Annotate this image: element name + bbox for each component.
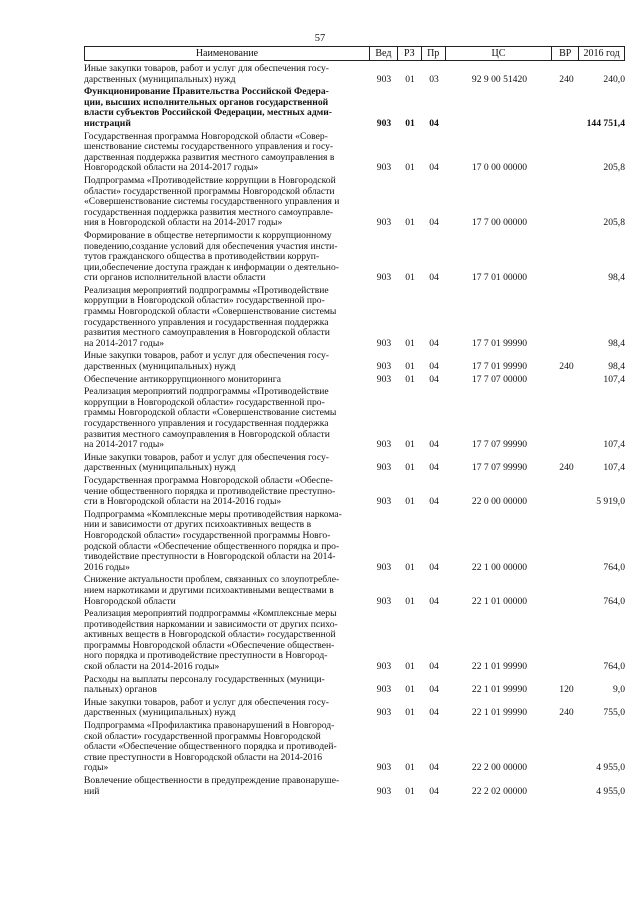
row-ved: 903 xyxy=(376,272,392,284)
row-pr: 04 xyxy=(429,337,439,349)
row-rz: 01 xyxy=(405,496,415,508)
row-name: Иные закупки товаров, работ и услуг для обеспечения госу- дарственных (муниципальных) нужд xyxy=(84,696,329,719)
header-cs: ЦС xyxy=(446,47,553,60)
row-rz: 01 xyxy=(405,462,415,474)
row-cs: 22 1 01 99990 xyxy=(471,707,528,719)
row-pr: 03 xyxy=(429,73,439,85)
row-rz: 01 xyxy=(405,373,415,385)
row-name: Функционирование Правительства Российской Федера- ции, высших исполнительных органов государственной власти субъектов Российской Федерации, местных адми- нистраций xyxy=(84,86,332,129)
row-pr: 04 xyxy=(429,684,439,696)
row-vr xyxy=(553,476,580,508)
row-pr: 04 xyxy=(429,496,439,508)
row-name: Реализация мероприятий подпрограммы «Комплексные меры противодействия наркомании и зависимости от других психо- активных веществ в Новгородской области» государственной программы Новгородской области «Обеспечение обществен- ного порядка и противодействие преступности в Новгород- ской области на 2014-2016 годы» xyxy=(84,608,338,673)
table-row xyxy=(84,87,625,129)
table-row xyxy=(84,286,625,350)
row-rz: 01 xyxy=(405,361,415,373)
row-sum: 98,4 xyxy=(608,337,625,349)
row-name: Государственная программа Новгородской области «Обеспе- чение общественного порядка и противодействие преступно- сти в Новгородской области на 2014-2016 годы» xyxy=(84,474,336,508)
row-vr xyxy=(553,231,580,284)
header-pr: Пр xyxy=(422,47,446,60)
row-vr xyxy=(553,721,580,774)
header-sum: 2016 год xyxy=(583,48,620,59)
row-pr: 04 xyxy=(429,162,439,174)
row-cs: 22 1 01 00000 xyxy=(471,595,528,607)
row-rz: 01 xyxy=(405,561,415,573)
row-pr: 04 xyxy=(429,785,439,797)
row-sum: 98,4 xyxy=(608,361,625,373)
row-cs: 22 1 01 99990 xyxy=(471,684,528,696)
row-pr: 04 xyxy=(429,217,439,229)
row-rz: 01 xyxy=(405,785,415,797)
row-vr xyxy=(553,87,580,129)
row-sum: 205,8 xyxy=(603,162,625,174)
row-pr: 04 xyxy=(429,439,439,451)
row-ved: 903 xyxy=(376,217,392,229)
row-vr xyxy=(553,510,580,574)
table-row xyxy=(84,721,625,774)
row-rz: 01 xyxy=(405,217,415,229)
row-ved: 903 xyxy=(376,661,392,673)
row-sum: 755,0 xyxy=(603,707,625,719)
row-vr xyxy=(553,776,580,797)
table-row xyxy=(84,510,625,574)
row-cs xyxy=(446,87,553,129)
row-name: Иные закупки товаров, работ и услуг для обеспечения госу- дарственных (муниципальных) нужд xyxy=(84,350,329,373)
row-name: Обеспечение антикоррупционного мониторинга xyxy=(84,373,281,385)
table-row xyxy=(84,64,625,85)
row-pr: 04 xyxy=(429,462,439,474)
row-name: Вовлечение общественности в предупреждение правонаруше- ний xyxy=(84,775,340,797)
row-pr: 04 xyxy=(429,595,439,607)
row-name: Иные закупки товаров, работ и услуг для обеспечения госу- дарственных (муниципальных) нужд xyxy=(84,451,329,474)
row-cs: 17 7 01 99990 xyxy=(471,337,528,349)
row-ved: 903 xyxy=(376,762,392,774)
row-vr xyxy=(553,575,580,607)
row-sum: 107,4 xyxy=(603,462,625,474)
row-rz: 01 xyxy=(405,661,415,673)
row-vr: 240 xyxy=(559,361,574,373)
row-sum: 4 955,0 xyxy=(596,762,625,774)
table-row xyxy=(84,476,625,508)
row-cs: 22 2 02 00000 xyxy=(471,785,528,797)
header-name: Наименование xyxy=(85,47,370,60)
row-cs: 17 0 00 00000 xyxy=(471,162,528,174)
table-row xyxy=(84,351,625,372)
row-rz: 01 xyxy=(405,684,415,696)
row-cs: 22 2 00 00000 xyxy=(471,762,528,774)
row-ved: 903 xyxy=(376,595,392,607)
row-rz: 01 xyxy=(405,595,415,607)
row-vr: 240 xyxy=(559,73,574,85)
row-rz: 01 xyxy=(405,439,415,451)
table-body xyxy=(84,64,625,799)
row-vr: 120 xyxy=(559,684,574,696)
row-ved: 903 xyxy=(376,496,392,508)
row-rz: 01 xyxy=(405,117,415,129)
row-pr: 04 xyxy=(429,561,439,573)
row-sum: 107,4 xyxy=(603,439,625,451)
row-name: Реализация мероприятий подпрограммы «Противодействие коррупции в Новгородской области» государственной про- граммы Новгородской области «Совершенствование системы государственного управления и государственная поддержка развития местного самоуправления в Новгородской области на 2014-2017 годы» xyxy=(84,386,337,451)
row-name: Снижение актуальности проблем, связанных со злоупотребле- нием наркотиками и другими психоактивными веществами в Новгородской области xyxy=(84,574,340,607)
row-vr xyxy=(553,609,580,673)
table-row xyxy=(84,776,625,797)
row-sum: 9,0 xyxy=(613,684,625,696)
header-rz: РЗ xyxy=(398,47,422,60)
row-sum: 107,4 xyxy=(603,373,625,385)
row-sum: 764,0 xyxy=(603,561,625,573)
row-cs: 22 1 01 99990 xyxy=(471,661,528,673)
row-cs: 22 0 00 00000 xyxy=(471,496,528,508)
row-ved: 903 xyxy=(376,117,392,129)
row-vr xyxy=(553,375,580,386)
table-row xyxy=(84,231,625,284)
row-sum: 764,0 xyxy=(603,661,625,673)
row-sum: 240,0 xyxy=(603,73,625,85)
row-name: Подпрограмма «Противодействие коррупции в Новгородской области» государственной программы Новгородской области «Совершенствование системы государственного управления и государственная поддержка развития местного самоуправле- ния в Новгородской области на 2014-2017 годы» xyxy=(84,174,340,229)
row-rz: 01 xyxy=(405,707,415,719)
table-row xyxy=(84,575,625,607)
row-vr xyxy=(553,286,580,350)
row-sum: 5 919,0 xyxy=(596,496,625,508)
row-cs: 92 9 00 51420 xyxy=(471,73,528,85)
row-cs: 17 7 01 99990 xyxy=(471,361,528,373)
row-pr: 04 xyxy=(429,762,439,774)
row-rz: 01 xyxy=(405,162,415,174)
row-vr xyxy=(553,132,580,174)
row-pr: 04 xyxy=(429,272,439,284)
row-name: Реализация мероприятий подпрограммы «Противодействие коррупции в Новгородской области» государственной про- граммы Новгородской области «Совершенствование системы государственного управления и государственная поддержка развития местного самоуправления в Новгородской области на 2014-2017 годы» xyxy=(84,284,337,349)
table-row xyxy=(84,375,625,386)
row-cs: 17 7 07 99990 xyxy=(471,462,528,474)
row-rz: 01 xyxy=(405,762,415,774)
row-name: Подпрограмма «Комплексные меры противодействия наркома- нии и зависимости от других психоактивных веществ в Новгородской области» государственной программы Новго- родской области «Обеспечение общественного порядка и про- тиводействие преступности в Новгородской области на 2014- 2016 годы» xyxy=(84,508,342,573)
row-cs: 17 7 01 00000 xyxy=(471,272,528,284)
row-sum: 205,8 xyxy=(603,217,625,229)
row-ved: 903 xyxy=(376,361,392,373)
row-pr: 04 xyxy=(429,361,439,373)
table-row xyxy=(84,132,625,174)
table-row xyxy=(84,176,625,229)
row-cs: 17 7 07 00000 xyxy=(471,373,528,385)
row-pr: 04 xyxy=(429,661,439,673)
row-name: Иные закупки товаров, работ и услуг для обеспечения госу- дарственных (муниципальных) нужд xyxy=(84,63,329,85)
row-ved: 903 xyxy=(376,561,392,573)
row-vr xyxy=(553,176,580,229)
row-vr xyxy=(553,387,580,451)
table-row xyxy=(84,453,625,474)
row-name: Формирование в обществе нетерпимости к коррупционному поведению,создание условий для обеспечения участия инсти- тутов гражданского общества в противодействии корруп- ции,обеспечение доступа граждан к информации о деятельно- сти органов исполнительной власти области xyxy=(84,229,339,284)
row-rz: 01 xyxy=(405,272,415,284)
row-cs: 22 1 00 00000 xyxy=(471,561,528,573)
row-ved: 903 xyxy=(376,439,392,451)
row-ved: 903 xyxy=(376,373,392,385)
row-vr: 240 xyxy=(559,462,574,474)
row-pr: 04 xyxy=(429,707,439,719)
row-ved: 903 xyxy=(376,337,392,349)
row-vr: 240 xyxy=(559,707,574,719)
row-ved: 903 xyxy=(376,162,392,174)
row-cs: 17 7 07 99990 xyxy=(471,439,528,451)
row-pr: 04 xyxy=(429,373,439,385)
row-sum: 144 751,4 xyxy=(586,117,625,129)
row-rz: 01 xyxy=(405,73,415,85)
page-number: 57 xyxy=(314,33,326,44)
row-cs: 17 7 00 00000 xyxy=(471,217,528,229)
row-sum: 764,0 xyxy=(603,595,625,607)
row-name: Государственная программа Новгородской области «Совер- шенствование системы государственного управления и госу- дарственная поддержка развития местного самоуправления в Новгородской области на 2014-2017 годы» xyxy=(84,130,335,174)
row-rz: 01 xyxy=(405,337,415,349)
row-ved: 903 xyxy=(376,73,392,85)
row-ved: 903 xyxy=(376,462,392,474)
header-vr: ВР xyxy=(552,47,579,60)
row-name: Расходы на выплаты персоналу государственных (муници- пальных) органов xyxy=(84,673,325,696)
header-ved: Вед xyxy=(370,47,398,60)
table-row xyxy=(84,675,625,696)
row-ved: 903 xyxy=(376,684,392,696)
row-ved: 903 xyxy=(376,707,392,719)
table-row xyxy=(84,698,625,719)
row-sum: 98,4 xyxy=(608,272,625,284)
row-ved: 903 xyxy=(376,785,392,797)
table-row xyxy=(84,609,625,673)
table-header xyxy=(84,46,625,61)
row-pr: 04 xyxy=(429,117,439,129)
row-sum: 4 955,0 xyxy=(596,785,625,797)
row-name: Подпрограмма «Профилактика правонарушений в Новгород- ской области» государственной программы Новгородской области «Обеспечение общественного порядка и противодей- ствие преступности в Новгородской области на 2014-2016 годы» xyxy=(84,720,337,774)
table-row xyxy=(84,387,625,451)
